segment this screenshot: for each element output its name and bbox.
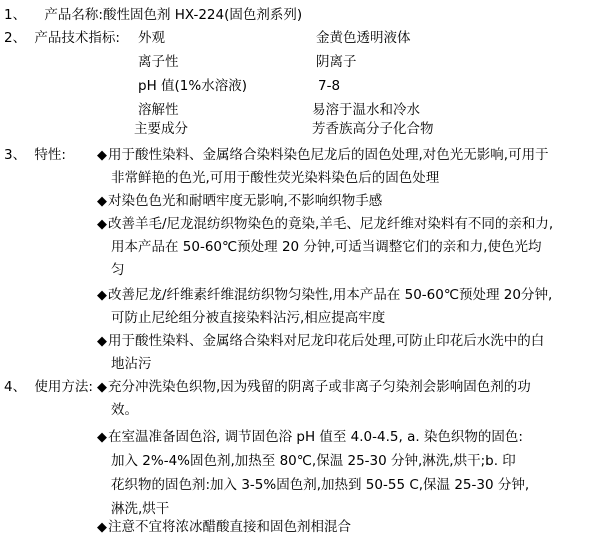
usage-line: 淋洗,烘干 <box>111 501 170 517</box>
feature-line: 地沾污 <box>111 356 152 372</box>
diamond-bullet-icon: ◆ <box>97 380 107 395</box>
feature-line: 用于酸性染料、金属络合染料染色尼龙后的固色处理,对色光无影响,可用于 <box>108 147 549 163</box>
feature-line: 用本产品在 50-60℃预处理 20 分钟,可适当调整它们的亲和力,使色光均 <box>111 239 542 255</box>
feature-line: 改善尼龙/纤维素纤维混纺织物匀染性,用本产品在 50-60℃预处理 20分钟, <box>108 287 553 303</box>
spec-name: pH 值(1%水溶液) <box>138 78 247 94</box>
feature-bullet <box>97 145 549 166</box>
usage-line: 充分冲洗染色织物,因为残留的阴离子或非离子匀染剂会影响固色剂的功 <box>108 379 531 395</box>
diamond-bullet-icon: ◆ <box>97 334 107 349</box>
diamond-bullet-icon: ◆ <box>97 217 107 232</box>
spec-value: 7-8 <box>318 78 341 94</box>
usage-line: 加入 2%-4%固色剂,加热至 80℃,保温 25-30 分钟,淋洗,烘干;b. 印 <box>111 453 516 469</box>
feature-line: 非常鲜艳的色光,可用于酸性荧光染料染色后的固色处理 <box>111 170 440 186</box>
usage-line: 花织物的固色剂:加入 3-5%固色剂,加热到 50-55 C,保温 25-30 分钟, <box>111 477 530 493</box>
spec-value: 易溶于温水和冷水 <box>312 102 420 118</box>
usage-line: 在室温准备固色浴, 调节固色浴 pH 值至 4.0-4.5, a. 染色织物的固色: <box>108 429 523 445</box>
spec-name: 离子性 <box>138 54 179 70</box>
diamond-bullet-icon: ◆ <box>97 148 107 163</box>
spec-value: 金黄色透明液体 <box>316 30 411 46</box>
usage-bullet <box>97 377 531 398</box>
diamond-bullet-icon: ◆ <box>97 288 107 303</box>
section-2-heading <box>4 28 120 48</box>
diamond-bullet-icon: ◆ <box>97 194 107 209</box>
usage-bullet <box>97 517 351 538</box>
section-1-heading <box>4 5 302 25</box>
diamond-bullet-icon: ◆ <box>97 430 107 445</box>
usage-bullet <box>97 427 523 448</box>
spec-name: 主要成分 <box>134 121 188 137</box>
product-series: (固色剂系列) <box>224 7 303 23</box>
section-number: 2、 <box>4 30 27 46</box>
spec-label: 产品技术指标: <box>34 30 120 46</box>
spec-value: 阴离子 <box>316 54 357 70</box>
feature-line: 可防止尼纶组分被直接染料沾污,相应提高牢度 <box>111 310 386 326</box>
usage-line: 效。 <box>111 402 138 418</box>
usage-line: 注意不宜将浓冰醋酸直接和固色剂相混合 <box>108 519 351 535</box>
feature-bullet <box>97 285 552 306</box>
feature-bullet <box>97 331 544 352</box>
spec-value: 芳香族高分子化合物 <box>312 121 434 137</box>
usage-label: 使用方法: <box>34 379 93 395</box>
feature-bullet <box>97 191 382 212</box>
section-3-heading <box>4 145 66 165</box>
feature-line: 用于酸性染料、金属络合染料对尼龙印花后处理,可防止印花后水洗中的白 <box>108 333 545 349</box>
section-number: 1、 <box>4 7 27 23</box>
section-number: 4、 <box>4 379 27 395</box>
spec-name: 外观 <box>138 30 165 46</box>
diamond-bullet-icon: ◆ <box>97 520 107 535</box>
product-name-label: 产品名称: <box>44 7 103 23</box>
product-name: 酸性固色剂 HX-224 <box>102 7 225 23</box>
feature-line: 匀 <box>111 262 125 278</box>
section-number: 3、 <box>4 147 27 163</box>
features-label: 特性: <box>34 147 66 163</box>
feature-line: 对染色色光和耐晒牢度无影响,不影响织物手感 <box>108 193 383 209</box>
section-4-heading <box>4 377 93 397</box>
feature-bullet <box>97 214 553 235</box>
spec-name: 溶解性 <box>138 102 179 118</box>
feature-line: 改善羊毛/尼龙混纺织物染色的竟染,羊毛、尼龙纤维对染料有不同的亲和力, <box>108 216 554 232</box>
